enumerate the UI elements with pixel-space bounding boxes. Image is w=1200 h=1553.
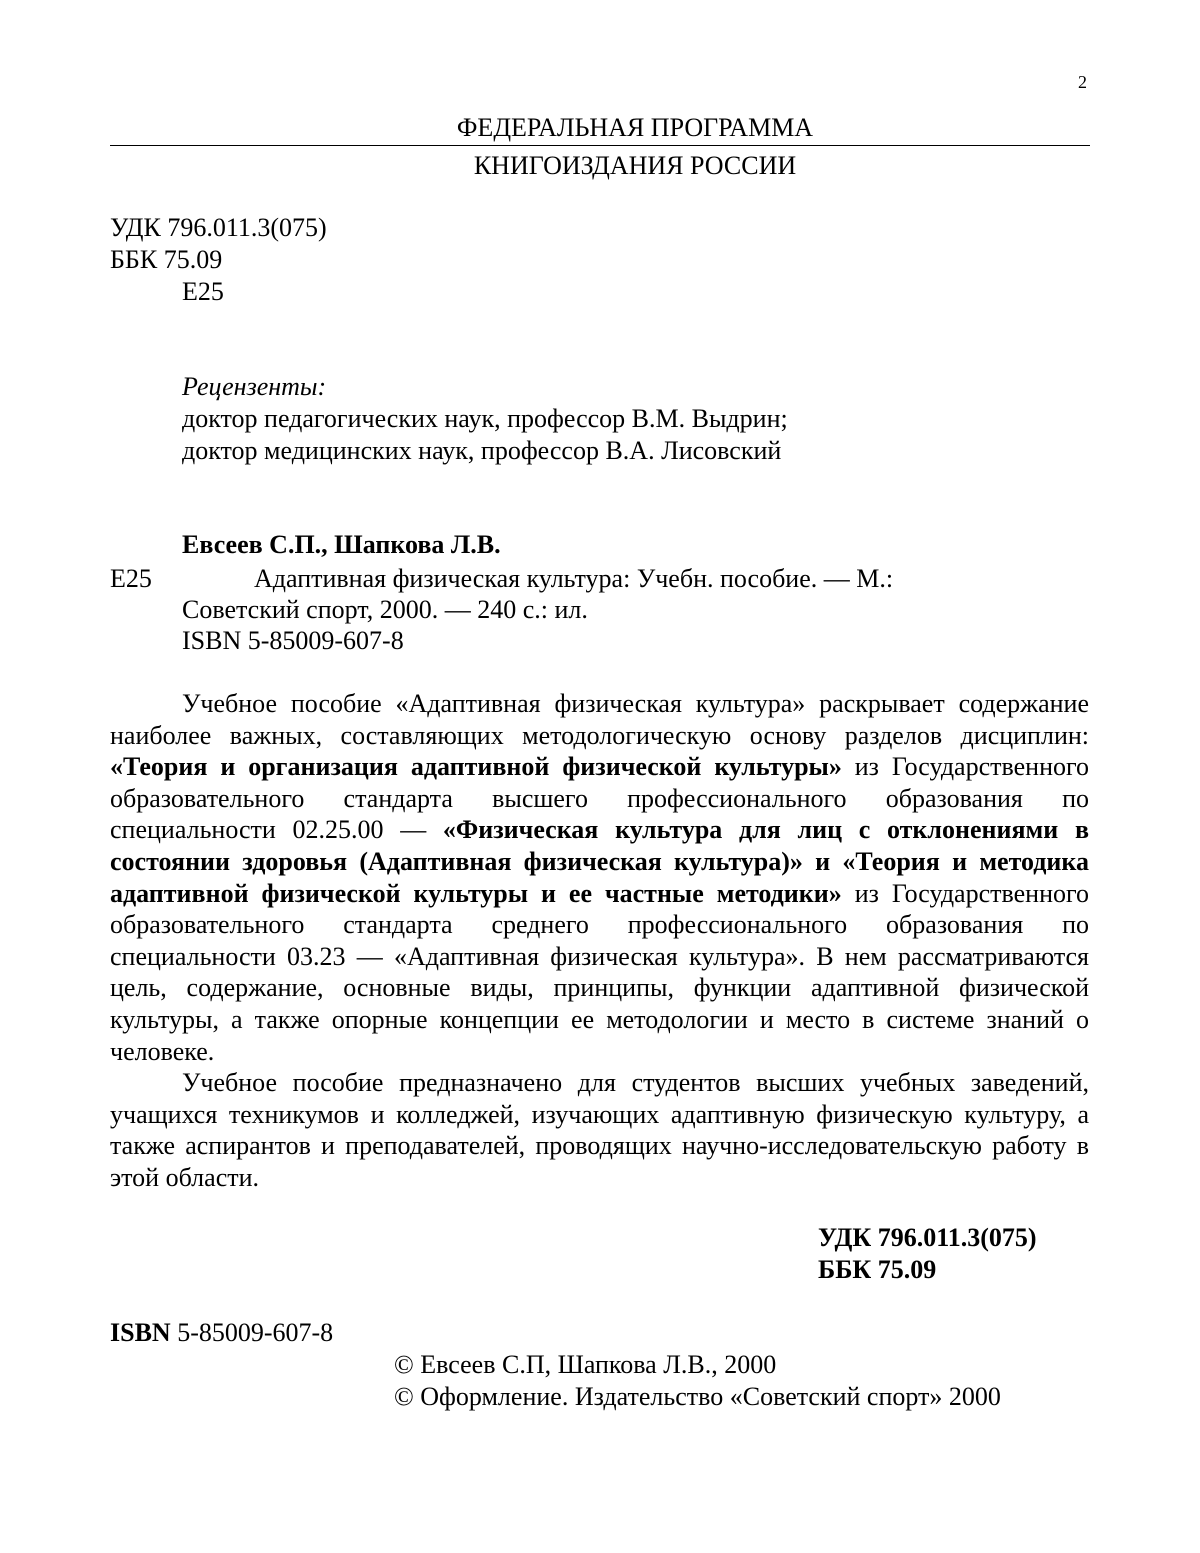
copyright-line: © Евсеев С.П, Шапкова Л.В., 2000: [394, 1350, 777, 1379]
bib-title-line: Адаптивная физическая культура: Учебн. пособие. — М.:: [254, 564, 894, 593]
reviewer-item: доктор медицинских наук, профессор В.А. Лисовский: [182, 436, 782, 465]
abstract-text: из Государственного образовательного стандарта среднего профессионального образования по специальности 03.23 — «Адаптивная физическая культура». В нем рассматриваются цель, содержание, основные виды, принципы, функции адаптивной физической культуры, а также опорные концепции ее методологии и место в системе знаний о человеке.: [110, 878, 1090, 1066]
bbk-code: ББК 75.09: [110, 245, 223, 274]
reviewers-label: Рецензенты:: [182, 372, 327, 401]
abstract-text: из Государственного образовательного стандарта высшего профессионального образования по специальности 02.25.00 —: [110, 752, 1089, 845]
bib-isbn: ISBN 5-85009-607-8: [182, 626, 404, 655]
abstract: [110, 688, 1089, 1194]
program-title-line2: КНИГОИЗДАНИЯ РОССИИ: [473, 151, 797, 180]
abstract-paragraph-2: Учебное пособие предназначено для студентов высших учебных заведений, учащихся техникумов и колледжей, изучающих адаптивную физическую культуру, а также аспирантов и преподавателей, проводящих научно-исследовательскую работу в этой области.: [110, 1068, 1089, 1192]
footer-udk: УДК 796.011.3(075): [818, 1223, 1037, 1252]
udk-code: УДК 796.011.3(075): [110, 213, 327, 242]
abstract-emphasis: «Физическая культура для лиц с отклонениями в состоянии здоровья (Адаптивная физическая культура)» и «Теория и методика адаптивной физической культуры и ее частные методики»: [110, 815, 1089, 908]
page-number: 2: [1078, 72, 1087, 92]
bib-publisher-line: Советский спорт, 2000. — 240 с.: ил.: [182, 595, 588, 624]
reviewer-item: доктор педагогических наук, профессор В.М. Выдрин;: [182, 404, 788, 433]
header-rule: [110, 145, 1090, 146]
abstract-text: Учебное пособие «Адаптивная физическая культура» раскрывает содержание наиболее важных, составляющих методологическую основу разделов дисциплин:: [110, 689, 1089, 750]
author-mark: Е25: [182, 277, 224, 306]
isbn-value: 5-85009-607-8: [170, 1318, 334, 1347]
bib-authors: Евсеев С.П., Шапкова Л.В.: [182, 530, 501, 559]
program-title-line1: ФЕДЕРАЛЬНАЯ ПРОГРАММА: [456, 113, 814, 142]
isbn-label: ISBN: [110, 1318, 171, 1347]
footer-bbk: ББК 75.09: [818, 1255, 937, 1284]
bib-author-mark: Е25: [110, 564, 152, 593]
abstract-paragraph-1: [110, 688, 1089, 1067]
isbn-line: [110, 1317, 333, 1349]
copyright-line: © Оформление. Издательство «Советский спорт» 2000: [394, 1382, 1001, 1411]
abstract-emphasis: «Теория и организация адаптивной физической культуры»: [110, 752, 842, 782]
